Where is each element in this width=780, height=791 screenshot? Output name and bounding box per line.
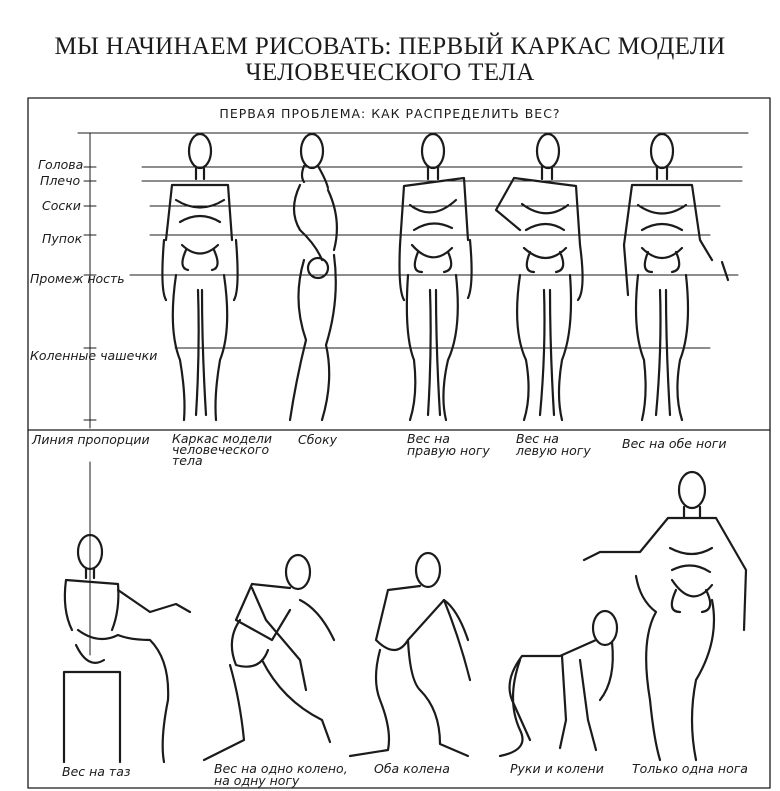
label-head: Голова (38, 157, 84, 172)
figure-hands-knees (500, 611, 617, 756)
figure-both-knees (350, 553, 470, 756)
caption-one-knee-line1: Вес на одно колено, (214, 761, 348, 776)
caption-left-line2: левую ногу (516, 443, 591, 458)
caption-one-leg: Только одна нога (632, 761, 748, 776)
caption-pelvis: Вес на таз (62, 764, 131, 779)
figure-weight-pelvis (64, 535, 190, 762)
label-navel: Пупок (42, 231, 83, 246)
figure-side (290, 134, 337, 420)
label-shoulder: Плечо (40, 173, 81, 188)
subtitle: ПЕРВАЯ ПРОБЛЕМА: КАК РАСПРЕДЕЛИТЬ ВЕС? (219, 106, 561, 121)
caption-hands-knees: Руки и колени (510, 761, 604, 776)
page-title-line1: МЫ НАЧИНАЕМ РИСОВАТЬ: ПЕРВЫЙ КАРКАС МОДЕЛИ (54, 33, 726, 60)
figure-one-knee (204, 555, 334, 760)
caption-both-legs: Вес на обе ноги (622, 436, 727, 451)
caption-right-line1: Вес на (407, 431, 450, 446)
figure-frame (162, 134, 237, 420)
caption-right-line2: правую ногу (407, 443, 490, 458)
caption-frame-line2: человеческого (172, 442, 270, 457)
caption-one-knee-line2: на одну ногу (214, 773, 300, 788)
caption-frame-line1: Каркас модели (172, 431, 273, 446)
caption-left-line1: Вес на (516, 431, 559, 446)
figure-right-leg (400, 134, 472, 420)
caption-frame-line3: тела (172, 453, 203, 468)
label-nipples: Соски (42, 198, 81, 213)
page-title-line2: ЧЕЛОВЕЧЕСКОГО ТЕЛА (245, 59, 535, 86)
figure-one-leg (584, 472, 746, 760)
caption-proportion-line: Линия пропорции (32, 432, 150, 447)
caption-both-knees: Оба колена (374, 761, 450, 776)
figure-both-legs (624, 134, 728, 420)
figure-left-leg (496, 134, 583, 420)
label-crotch: Промеж ность (30, 271, 125, 286)
label-kneecaps: Коленные чашечки (30, 348, 158, 363)
caption-side: Сбоку (298, 432, 338, 447)
